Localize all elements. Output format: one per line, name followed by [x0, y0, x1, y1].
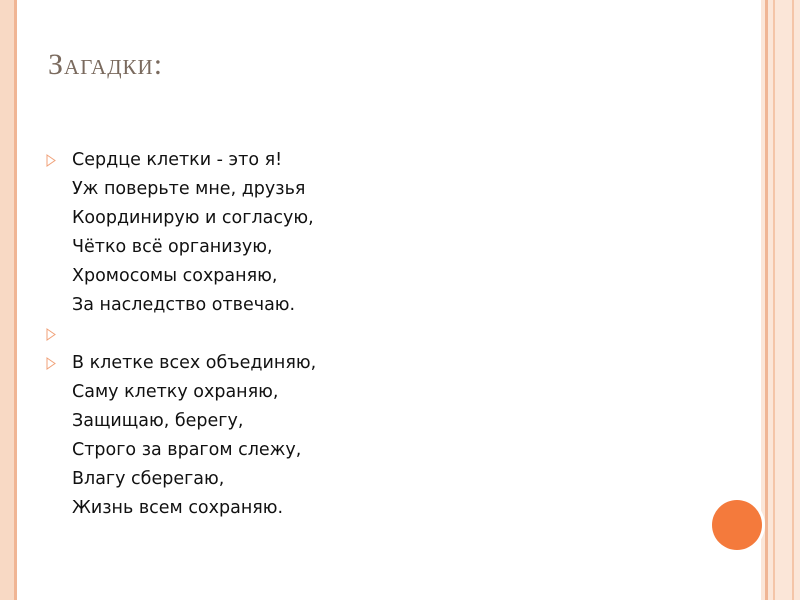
hollow-diamond-bullet-icon — [46, 154, 56, 167]
riddle-bullet — [46, 349, 726, 523]
riddle-line: Защищаю, берегу, — [72, 411, 244, 431]
right-frame-line — [765, 0, 768, 600]
riddle-line: Строго за врагом слежу, — [72, 440, 302, 460]
right-frame-line — [773, 0, 775, 600]
hollow-diamond-bullet-icon — [46, 328, 56, 341]
riddle-line: Сердце клетки - это я! — [72, 150, 283, 170]
slide-body — [46, 146, 726, 523]
riddle-line: Жизнь всем сохраняю. — [72, 498, 284, 518]
riddle-line: Саму клетку охраняю, — [72, 382, 279, 402]
right-frame-line — [792, 0, 794, 600]
left-frame-line — [14, 0, 17, 600]
left-frame-band — [0, 0, 14, 600]
riddle-line: За наследство отвечаю. — [72, 295, 296, 315]
riddle-line: Уж поверьте мне, друзья — [72, 179, 306, 199]
riddle-line: В клетке всех объединяю, — [72, 353, 317, 373]
empty-bullet — [46, 320, 726, 349]
riddle-line: Хромосомы сохраняю, — [72, 266, 278, 286]
hollow-diamond-bullet-icon — [46, 357, 56, 370]
riddle-line: Чётко всё организую, — [72, 237, 273, 257]
riddle-bullet — [46, 146, 726, 320]
riddle-line: Влагу сберегаю, — [72, 469, 225, 489]
slide-title: Загадки: — [48, 48, 164, 81]
riddle-line: Координирую и согласую, — [72, 208, 314, 228]
